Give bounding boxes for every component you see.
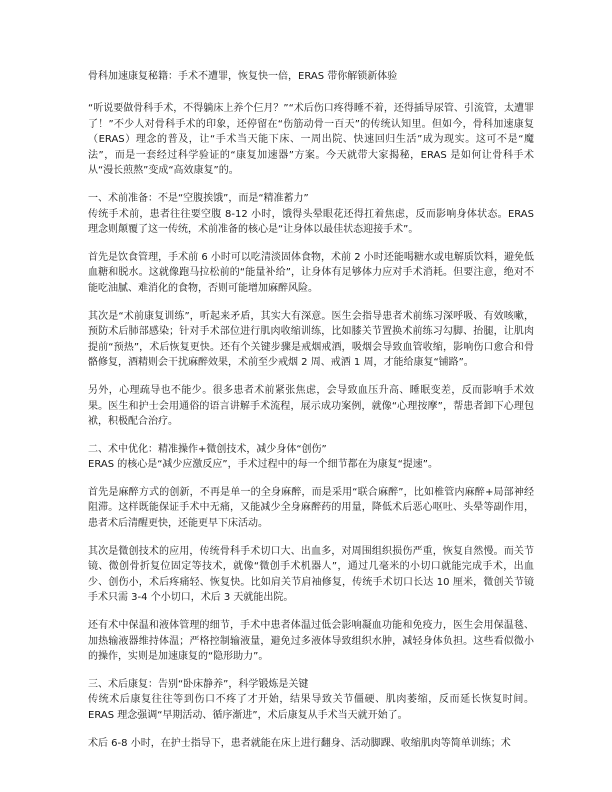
document-page (88, 70, 534, 751)
document-title: 骨科加速康复秘籍：手术不遭罪，恢复快一倍，ERAS 带你解锁新体验 (88, 71, 398, 82)
section-1-heading: 一、术前准备：不是“空腹挨饿”，而是“精准蓄力” (88, 192, 309, 204)
section-2-paragraph: 还有术中保温和液体管理的细节，手术中患者体温过低会影响凝血功能和免疫力，医生会用保温毯、加热输液器维持体温；严格控制输液量，避免过多液体导致组织水肿，减轻身体负担。这些看似微小的操作，实则是加速康复的“隐形助力”。 (88, 620, 534, 663)
section-3-paragraph: 术后 6-8 小时，在护士指导下，患者就能在床上进行翻身、活动脚踝、收缩肌肉等简单训练；术 (88, 737, 511, 749)
section-2-paragraph: 其次是微创技术的应用，传统骨科手术切口大、出血多，对周围组织损伤严重，恢复自然慢。而关节镜、微创骨折复位固定等技术，就像“微创手术机器人”，通过几毫米的小切口就能完成手术，出血少、创伤小，术后疼痛轻、恢复快。比如肩关节肩袖修复，传统手术切口长达 10 厘米，微创关节镜手术只需 3-4 个小切口，术后 3 天就能出院。 (88, 545, 534, 604)
section-2-lead: ERAS 的核心是“减少应激反应”，手术过程中的每一个细节都在为康复“提速”。 (88, 459, 438, 471)
intro-paragraph: “听说要做骨科手术，不得躺床上养个仨月？”“术后伤口疼得睡不着，还得插导尿管、引流管，太遭罪了！”不少人对骨科手术的印象，还停留在“伤筋动骨一百天”的传统认知里。但如今，骨科加速康复（ERAS）理念的普及，让“手术当天能下床、一周出院、快速回归生活”成为现实。这可不是“魔法”，而是一套经过科学验证的“康复加速器”方案。今天就带大家揭秘，ERAS 是如何让骨科手术从“漫长煎熬”变成“高效康复”的。 (88, 103, 534, 177)
section-1-paragraph: 首先是饮食管理，手术前 6 小时可以吃清淡固体食物，术前 2 小时还能喝糖水或电解质饮料，避免低血糖和脱水。这就像跑马拉松前的“能量补给”，让身体有足够体力应对手术消耗。但要注意，绝对不能吃油腻、难消化的食物，否则可能增加麻醉风险。 (88, 251, 534, 294)
section-1-lead: 传统手术前，患者往往要空腹 8-12 小时，饿得头晕眼花还得扛着焦虑，反而影响身体状态。ERAS 理念则颠覆了这一传统，术前准备的核心是“让身体以最佳状态迎接手术”。 (88, 208, 534, 236)
section-3-heading: 三、术后康复：告别“卧床静养”，科学锻炼是关键 (88, 678, 309, 690)
section-2-heading: 二、术中优化：精准操作+微创技术，减少身体“创伤” (88, 443, 327, 455)
section-2-paragraph: 首先是麻醉方式的创新，不再是单一的全身麻醉，而是采用“联合麻醉”，比如椎管内麻醉+局部神经阻滞。这样既能保证手术中无痛，又能减少全身麻醉药的用量，降低术后恶心呕吐、头晕等副作用，患者术后清醒更快，还能更早下床活动。 (88, 486, 534, 530)
section-1-paragraph: 另外，心理疏导也不能少。很多患者术前紧张焦虑，会导致血压升高、睡眠变差，反而影响手术效果。医生和护士会用通俗的语言讲解手术流程，展示成功案例，就像“心理按摩”，帮患者卸下心理包袱，积极配合治疗。 (88, 384, 534, 428)
section-3-lead: 传统术后康复往往等到伤口不疼了才开始，结果导致关节僵硬、肌肉萎缩，反而延长恢复时间。ERAS 理念强调“早期活动、循序渐进”，术后康复从手术当天就开始了。 (88, 694, 534, 721)
section-1-paragraph: 其次是“术前康复训练”，听起来矛盾，其实大有深意。医生会指导患者术前练习深呼吸、有效咳嗽，预防术后肺部感染；针对手术部位进行肌肉收缩训练，比如膝关节置换术前练习勾脚、抬腿，让肌肉提前“预热”，术后恢复更快。还有个关键步骤是戒烟戒酒，吸烟会导致血管收缩，影响伤口愈合和骨骼修复，酒精则会干扰麻醉效果，术前至少戒烟 2 周、戒酒 1 周，才能给康复“铺路”。 (88, 310, 534, 369)
